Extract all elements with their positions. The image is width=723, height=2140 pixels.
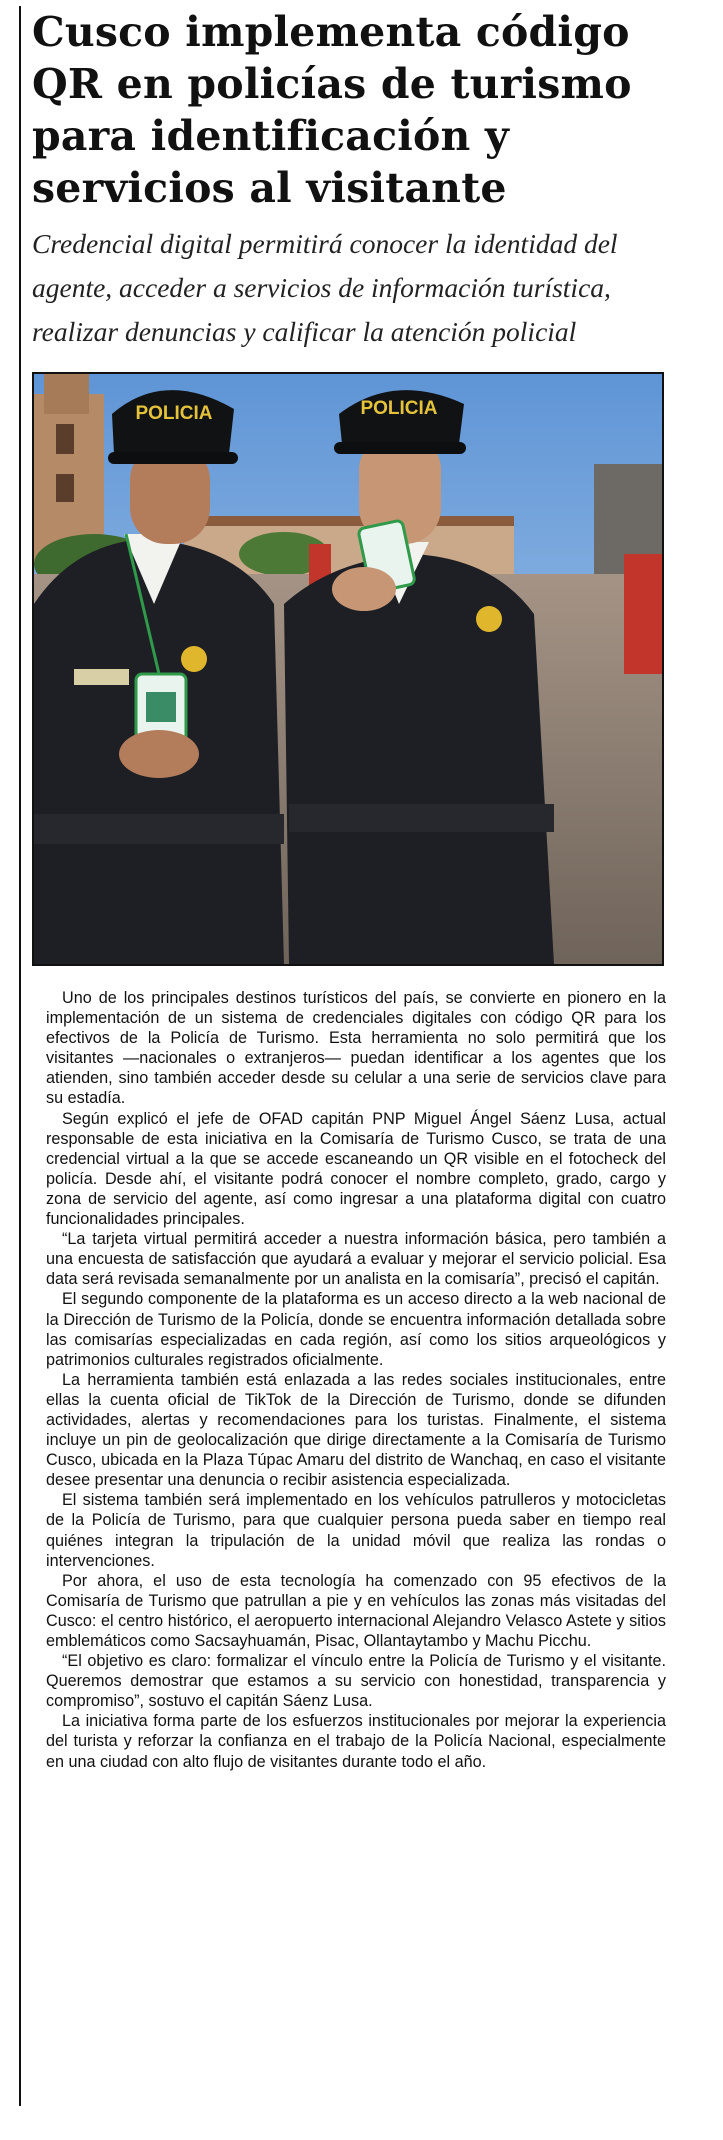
paragraph: El segundo componente de la plataforma es un acceso directo a la web nacional de la Dirección de Turismo de la Policía, donde se encuentra información detallada sobre las comisarías especializadas en cada región, así como los sitios arqueológicos y patrimonios culturales registrados oficialmente. bbox=[46, 1290, 666, 1369]
deck-subtitle: Credencial digital permitirá conocer la identidad del agente, acceder a servicios de información turística, realizar denuncias y calificar la atención policial bbox=[32, 228, 618, 347]
photo-illustration bbox=[34, 374, 662, 964]
paragraph: “El objetivo es claro: formalizar el vínculo entre la Policía de Turismo y el visitante. Queremos demostrar que estamos a su servicio con honestidad, transparencia y compromiso”, sostuvo el capitán Sáenz Lusa. bbox=[46, 1652, 666, 1711]
article bbox=[32, 6, 672, 1772]
bystander bbox=[624, 554, 662, 674]
paragraph: “La tarjeta virtual permitirá acceder a nuestra información básica, pero también a una encuesta de satisfacción que ayudará a evaluar y mejorar el servicio policial. Esa data será revisada semanalmente por un analista en la comisaría”, precisó el capitán. bbox=[46, 1230, 666, 1289]
cap-text-right: POLICIA bbox=[360, 398, 438, 419]
paragraph: El sistema también será implementado en los vehículos patrulleros y motocicletas de la Policía de Turismo, para que cualquier persona pueda saber en tiempo real quiénes integran la tripulación de la unidad móvil que realiza las rondas o intervenciones. bbox=[46, 1491, 666, 1570]
paragraph: La iniciativa forma parte de los esfuerzos institucionales por mejorar la experiencia del turista y reforzar la confianza en el trabajo de la Policía Nacional, especialmente en una ciudad con alto flujo de visitantes durante todo el año. bbox=[46, 1712, 666, 1771]
paragraph: Por ahora, el uso de esta tecnología ha comenzado con 95 efectivos de la Comisaría de Turismo que patrullan a pie y en vehículos las zonas más visitadas del Cusco: el centro histórico, el aeropuerto internacional Alejandro Velasco Astete y sitios emblemáticos como Sacsayhuamán, Pisac, Ollantaytambo y Machu Picchu. bbox=[46, 1571, 666, 1650]
article-body bbox=[32, 988, 666, 1772]
headline: Cusco implementa código QR en policías de turismo para identificación y servicios al visitante bbox=[32, 8, 632, 212]
article-photo bbox=[32, 372, 664, 966]
paragraph: Según explicó el jefe de OFAD capitán PNP Miguel Ángel Sáenz Lusa, actual responsable de esta iniciativa en la Comisaría de Turismo Cusco, se trata de una credencial virtual a la que se accede escaneando un QR visible en el fotocheck del policía. Desde ahí, el visitante podrá conocer el nombre completo, grado, cargo y zona de servicio del agente, así como ingresar a una plataforma digital con cuatro funcionalidades principales. bbox=[46, 1109, 666, 1229]
paragraph: Uno de los principales destinos turísticos del país, se convierte en pionero en la implementación de un sistema de credenciales digitales con código QR para los efectivos de la Policía de Turismo. Esta herramienta no solo permitirá que los visitantes —nacionales o extranjeros— puedan identificar a los agentes que los atienden, sino también acceder desde su celular a una serie de servicios clave para su estadía. bbox=[46, 989, 666, 1108]
cap-text-left: POLICIA bbox=[135, 403, 213, 424]
paragraph: La herramienta también está enlazada a las redes sociales institucionales, entre ellas la cuenta oficial de TikTok de la Dirección de Turismo, donde se difunden actividades, alertas y recomendaciones para los turistas. Finalmente, el sistema incluye un pin de geolocalización que dirige directamente a la Comisaría de Turismo Cusco, ubicada en la Plaza Túpac Amaru del distrito de Wanchaq, en caso el visitante desee presentar una denuncia o recibir asistencia especializada. bbox=[46, 1370, 666, 1490]
column-rule bbox=[19, 6, 21, 2106]
